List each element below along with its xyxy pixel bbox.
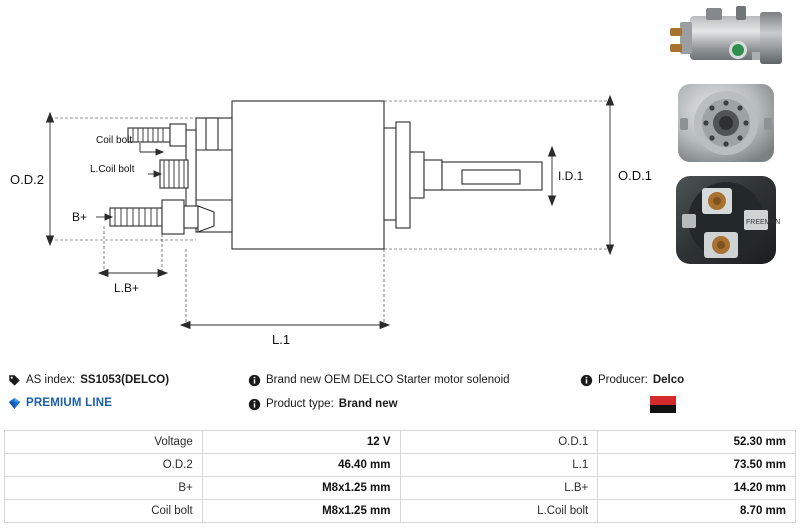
spec-label: Voltage	[5, 431, 203, 454]
product-photo-side[interactable]	[660, 2, 792, 74]
producer-row	[580, 368, 794, 392]
spec-label: L.B+	[400, 477, 598, 500]
spec-value: 12 V	[202, 431, 400, 454]
spec-table	[4, 430, 796, 523]
product-photo-front[interactable]	[660, 78, 792, 168]
table-row	[5, 431, 796, 454]
tag-icon	[8, 374, 21, 387]
label-coil-bolt: Coil bolt	[96, 135, 133, 146]
product-photo-terminals[interactable]	[660, 172, 792, 268]
info-strip	[0, 364, 800, 426]
product-photos	[652, 0, 800, 352]
spec-label: B+	[5, 477, 203, 500]
spec-label: Coil bolt	[5, 500, 203, 523]
product-type-row	[248, 392, 578, 416]
product-type-label: Product type:	[266, 398, 334, 410]
label-od2: O.D.2	[10, 172, 44, 187]
label-id1: I.D.1	[558, 169, 584, 183]
spec-value: 73.50 mm	[598, 454, 796, 477]
product-type-value: Brand new	[338, 398, 398, 410]
table-row	[5, 454, 796, 477]
label-l1: L.1	[272, 332, 291, 347]
spec-value: 46.40 mm	[202, 454, 400, 477]
country-flag-icon	[650, 396, 676, 413]
as-index-label: AS index:	[26, 374, 76, 386]
info-col-producer	[580, 368, 794, 392]
premium-line-label: PREMIUM LINE	[26, 397, 113, 409]
producer-value: Delco	[652, 374, 685, 386]
spec-label: L.Coil bolt	[400, 500, 598, 523]
spec-value: 52.30 mm	[598, 431, 796, 454]
diamond-icon	[8, 397, 21, 410]
spec-value: 14.20 mm	[598, 477, 796, 500]
svg-text:FREEMAN: FREEMAN	[746, 219, 781, 226]
info-col-description	[248, 368, 578, 416]
label-od1: O.D.1	[618, 168, 652, 183]
description-row	[248, 368, 578, 392]
table-row	[5, 477, 796, 500]
label-lcoil-bolt: L.Coil bolt	[90, 164, 135, 175]
spec-value: 8.70 mm	[598, 500, 796, 523]
info-icon	[580, 374, 593, 387]
as-index-row	[8, 368, 248, 392]
description-text: Brand new OEM DELCO Starter motor solenoid	[266, 374, 510, 386]
producer-label: Producer:	[598, 374, 648, 386]
info-icon	[248, 398, 261, 411]
label-lb: L.B+	[114, 281, 140, 295]
spec-value: M8x1.25 mm	[202, 500, 400, 523]
as-index-value: SS1053(DELCO)	[80, 374, 170, 386]
spec-label: O.D.2	[5, 454, 203, 477]
info-icon	[248, 374, 261, 387]
premium-line-badge	[8, 392, 248, 414]
label-bplus: B+	[72, 210, 88, 224]
spec-label: O.D.1	[400, 431, 598, 454]
spec-label: L.1	[400, 454, 598, 477]
info-col-index	[8, 368, 248, 414]
spec-value: M8x1.25 mm	[202, 477, 400, 500]
table-row	[5, 500, 796, 523]
